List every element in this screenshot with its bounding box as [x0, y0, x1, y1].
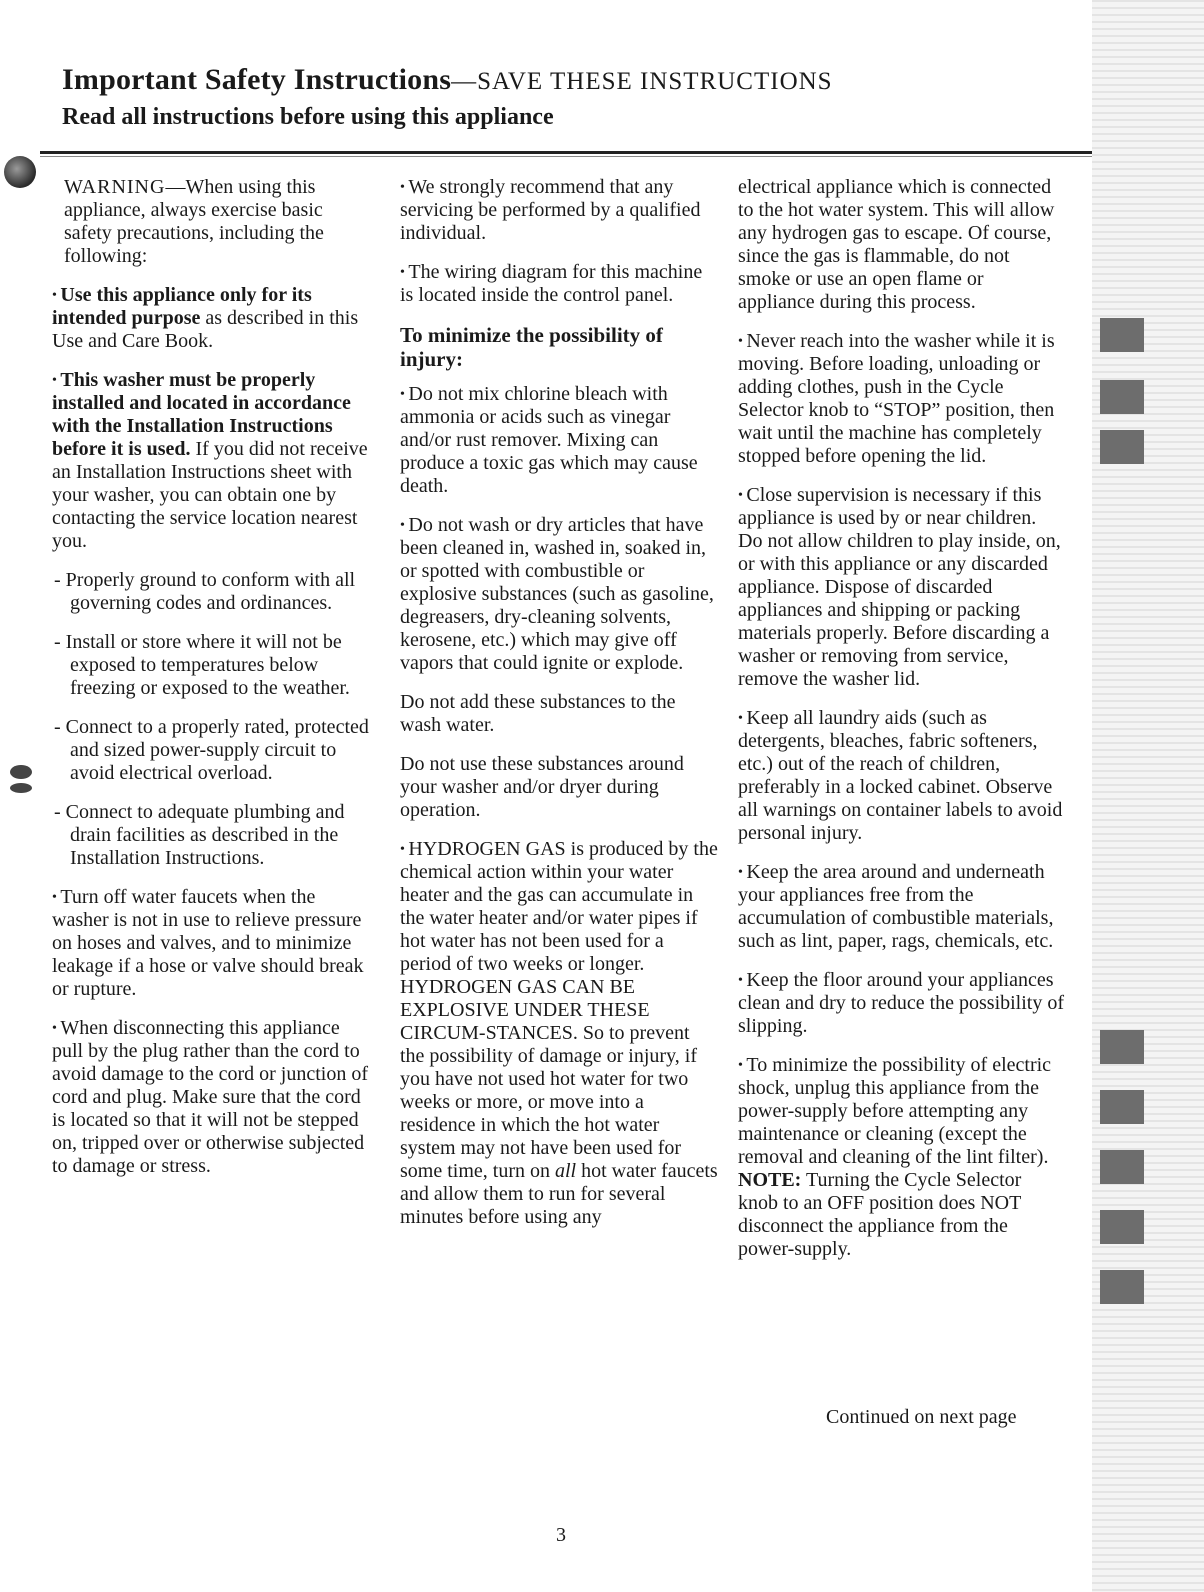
section-heading: To minimize the possibility of injury:	[400, 323, 663, 371]
list-item: • This washer must be properly installed and located in accordance with the Installation Instructions before it is used. If you did not receive an Installation Instructions sheet with your washer, you can obtain one by contacting the service location nearest you.	[52, 369, 370, 553]
warning-paragraph	[52, 176, 370, 268]
page-subtitle: Read all instructions before using this appliance	[62, 104, 554, 130]
list-item: • To minimize the possibility of electric shock, unplug this appliance from the power-supply before attempting any maintenance or cleaning (except the removal and cleaning of the lint filter). NOTE: Turning the Cycle Selector knob to an OFF position does NOT disconnect the appliance from the power-supply.	[738, 1054, 1064, 1261]
title-caps: —SAVE THESE INSTRUCTIONS	[451, 68, 833, 95]
dash-item: - Connect to a properly rated, protected and sized power-supply circuit to avoid electrical overload.	[54, 716, 369, 784]
edge-tab	[1100, 1210, 1144, 1244]
list-item: • When disconnecting this appliance pull by the plug rather than the cord to avoid damage to the cord or junction of cord and plug. Make sure that the cord is located so that it will not be stepped on, tripped over or otherwise subjected to damage or stress.	[52, 1017, 370, 1178]
bleed-edge-strip	[1092, 0, 1204, 1592]
page-title	[62, 62, 1102, 100]
edge-tab	[1100, 1150, 1144, 1184]
paragraph: Do not use these substances around your washer and/or dryer during operation.	[400, 753, 684, 821]
column-3	[738, 176, 1064, 1277]
list-item: • Never reach into the washer while it is moving. Before loading, unloading or adding clothes, push in the Cycle Selector knob to “STOP” position, then wait until the machine has completely stopped before opening the lid.	[738, 330, 1064, 468]
edge-tab	[1100, 1030, 1144, 1064]
dash-item: - Properly ground to conform with all governing codes and ordinances.	[54, 569, 356, 614]
edge-tab	[1100, 1270, 1144, 1304]
paragraph: Do not add these substances to the wash water.	[400, 691, 676, 736]
list-item: • Keep the floor around your appliances clean and dry to reduce the possibility of slipping.	[738, 969, 1064, 1038]
list-item: • HYDROGEN GAS is produced by the chemical action within your water heater and the gas can accumulate in the water heater and/or water pipes if hot water has not been used for a period of two weeks or longer. HYDROGEN GAS CAN BE EXPLOSIVE UNDER THESE CIRCUM-STANCES. So to prevent the possibility of damage or injury, if you have not used hot water for two weeks or more, or move into a residence in which the hot water system may not have been used for some time, turn on all hot water faucets and allow them to run for several minutes before using any	[400, 838, 718, 1229]
title-main: Important Safety Instructions	[62, 63, 452, 96]
dash-item: - Connect to adequate plumbing and drain facilities as described in the Installation Instructions.	[54, 801, 345, 869]
column-1	[52, 176, 370, 1194]
header-rule	[40, 151, 1104, 154]
page-number: 3	[556, 1524, 566, 1546]
edge-tab	[1100, 1090, 1144, 1124]
edge-tab	[1100, 318, 1144, 352]
warning-icon	[4, 156, 36, 188]
list-item: • Do not mix chlorine bleach with ammonia or acids such as vinegar and/or rust remover. Mixing can produce a toxic gas which may cause death.	[400, 383, 718, 498]
list-item: • Use this appliance only for its intended purpose as described in this Use and Care Book.	[52, 284, 370, 353]
hole-punch-icon	[8, 762, 34, 796]
list-item: • The wiring diagram for this machine is located inside the control panel.	[400, 261, 718, 307]
page-header	[62, 62, 1102, 132]
list-item: • We strongly recommend that any servicing be performed by a qualified individual.	[400, 176, 718, 245]
edge-tab	[1100, 380, 1144, 414]
list-item: • Close supervision is necessary if this appliance is used by or near children. Do not allow children to play inside, on, or with this appliance or any discarded appliance. Dispose of discarded appliances and shipping or packing materials properly. Before discarding a washer or removing from service, remove the washer lid.	[738, 484, 1064, 691]
list-item: • Keep the area around and underneath your appliances free from the accumulation of combustible materials, such as lint, paper, rags, chemicals, etc.	[738, 861, 1064, 953]
list-item: • Do not wash or dry articles that have been cleaned in, washed in, soaked in, or spotted with combustible or explosive substances (such as gasoline, degreasers, dry-cleaning solvents, kerosene, etc.) which may give off vapors that could ignite or explode.	[400, 514, 718, 675]
warning-label: WARNING	[64, 176, 166, 198]
header-rule-thin	[40, 156, 1104, 157]
dash-item: - Install or store where it will not be exposed to temperatures below freezing or exposed to the weather.	[54, 631, 350, 699]
paragraph: electrical appliance which is connected to the hot water system. This will allow any hydrogen gas to escape. Of course, since the gas is flammable, do not smoke or use an open flame or appliance during this process.	[738, 176, 1055, 313]
list-item: • Keep all laundry aids (such as detergents, bleaches, fabric softeners, etc.) out of the reach of children, preferably in a locked cabinet. Observe all warnings on container labels to avoid personal injury.	[738, 707, 1064, 845]
list-item: • Turn off water faucets when the washer is not in use to relieve pressure on hoses and valves, and to minimize leakage if a hose or valve should break or rupture.	[52, 886, 370, 1001]
continued-note: Continued on next page	[826, 1406, 1017, 1428]
warning-text: —When using this appliance, always exercise basic safety precautions, including the following:	[64, 176, 324, 267]
edge-tab	[1100, 430, 1144, 464]
column-2	[400, 176, 718, 1245]
